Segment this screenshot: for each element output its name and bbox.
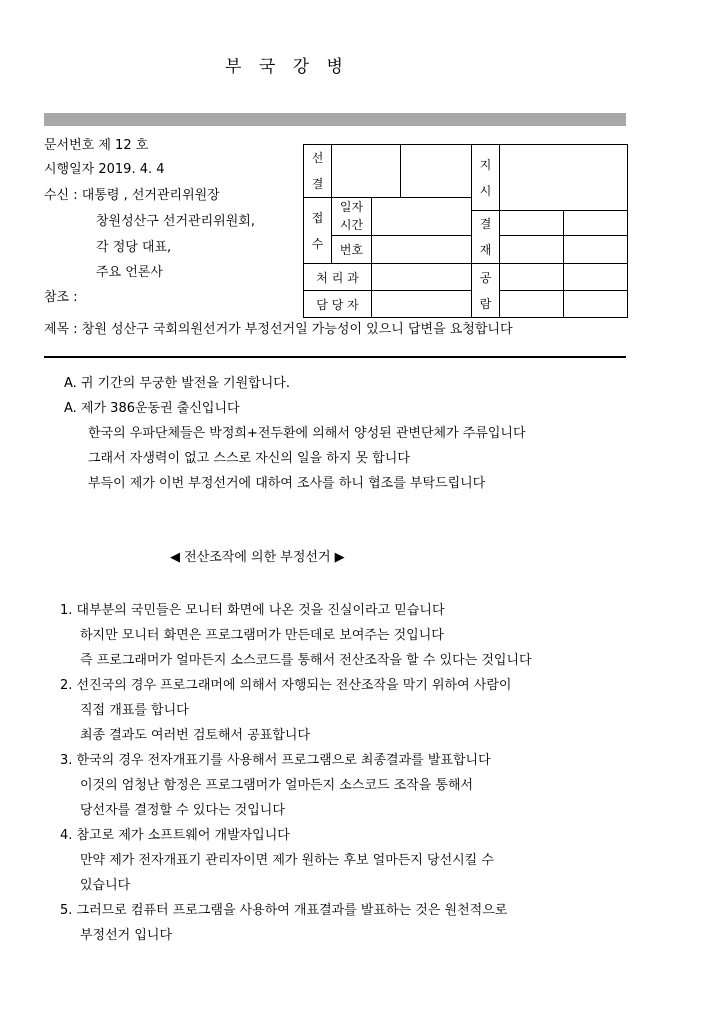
- list-item: 2. 선진국의 경우 프로그래머에 의해서 자행되는 전산조작을 막기 위하여 사람이: [60, 678, 512, 693]
- list-item: 3. 한국의 경우 전자개표기를 사용해서 프로그램으로 최종결과를 발표합니다: [60, 753, 491, 768]
- list-item: 당선자를 결정할 수 있다는 것입니다: [80, 803, 285, 818]
- approval-cell: [564, 264, 628, 291]
- greeting-line: 부득이 제가 이번 부정선거에 대하여 조사를 하니 협조를 부탁드립니다: [88, 476, 486, 491]
- list-item: 하지만 모니터 화면은 프로그램머가 만든데로 보여주는 것입니다: [80, 628, 444, 643]
- list-item: 직접 개표를 합니다: [80, 703, 189, 718]
- document-title: 부 국 강 병: [225, 57, 349, 77]
- separator-line: [44, 356, 626, 358]
- beonho-label: 번호: [332, 235, 372, 263]
- subject-line: 제목 : 창원 성산구 국회의원선거가 부정선거일 가능성이 있으니 답변을 요청합니다: [44, 322, 513, 337]
- list-item: 4. 참고로 제가 소프트웨어 개발자입니다: [60, 828, 290, 843]
- list-item: 이것의 엄청난 함정은 프로그램머가 얼마든지 소스코드 조작을 통해서: [80, 778, 474, 793]
- approval-cell: [401, 145, 472, 198]
- approval-cell: [500, 235, 564, 263]
- cheorigwa-label: 처 리 과: [304, 264, 372, 291]
- list-item: 있습니다: [80, 878, 131, 893]
- damdangja-label: 담 당 자: [304, 291, 372, 318]
- list-item: 5. 그러므로 컴퓨터 프로그램을 사용하여 개표결과를 발표하는 것은 원천적으로: [60, 903, 508, 918]
- greeting-line: A. 제가 386운동권 출신입니다: [64, 401, 240, 416]
- list-item: 1. 대부분의 국민들은 모니터 화면에 나온 것을 진실이라고 믿습니다: [60, 603, 445, 618]
- recipient-line: 각 정당 대표,: [96, 240, 172, 255]
- seon-gyeol-label: 선 결: [304, 145, 332, 198]
- approval-cell: [564, 211, 628, 236]
- approval-cell: [372, 235, 472, 263]
- approval-cell: [500, 291, 564, 318]
- section-title: ◀ 전산조작에 의한 부정선거 ▶: [170, 550, 345, 565]
- list-item: 부정선거 입니다: [80, 928, 173, 943]
- reference-label: 참조 :: [44, 290, 78, 305]
- approval-cell: [372, 264, 472, 291]
- list-item: 즉 프로그래머가 얼마든지 소스코드를 통해서 전산조작을 할 수 있다는 것입니다: [80, 653, 532, 668]
- greeting-line: A. 귀 기간의 무궁한 발전을 기원합니다.: [64, 376, 290, 391]
- list-item: 만약 제가 전자개표기 관리자이면 제가 원하는 후보 얼마든지 당선시킬 수: [80, 853, 494, 868]
- greeting-line: 그래서 자생력이 없고 스스로 자신의 일을 하지 못 합니다: [88, 451, 410, 466]
- approval-cell: [372, 198, 472, 236]
- ji-si-label: 지 시: [472, 145, 500, 211]
- recipient-line: 주요 언론사: [96, 265, 163, 280]
- greeting-line: 한국의 우파단체들은 박정희+전두환에 의해서 양성된 관변단체가 주류입니다: [88, 426, 526, 441]
- recipient-line: 창원성산구 선거관리위원회,: [96, 214, 255, 229]
- approval-cell: [372, 291, 472, 318]
- approval-cell: [500, 211, 564, 236]
- approval-cell: [500, 145, 628, 211]
- recipient-label: 수신 : 대통령 , 선거관리위원장: [44, 188, 220, 203]
- ilja-sigan-label: 일자 시간: [332, 198, 372, 236]
- list-item: 최종 결과도 여러번 검토해서 공표합니다: [80, 728, 311, 743]
- approval-cell: [500, 264, 564, 291]
- approval-box: [303, 144, 627, 310]
- approval-cell: [332, 145, 401, 198]
- approval-cell: [564, 235, 628, 263]
- gyeoljae-label: 결 재: [472, 211, 500, 264]
- issue-date: 시행일자 2019. 4. 4: [44, 162, 165, 177]
- jeopsu-label: 접 수: [304, 198, 332, 264]
- gongram-label: 공 람: [472, 264, 500, 318]
- approval-cell: [564, 291, 628, 318]
- doc-number: 문서번호 제 12 호: [44, 138, 149, 153]
- header-bar: [44, 113, 626, 126]
